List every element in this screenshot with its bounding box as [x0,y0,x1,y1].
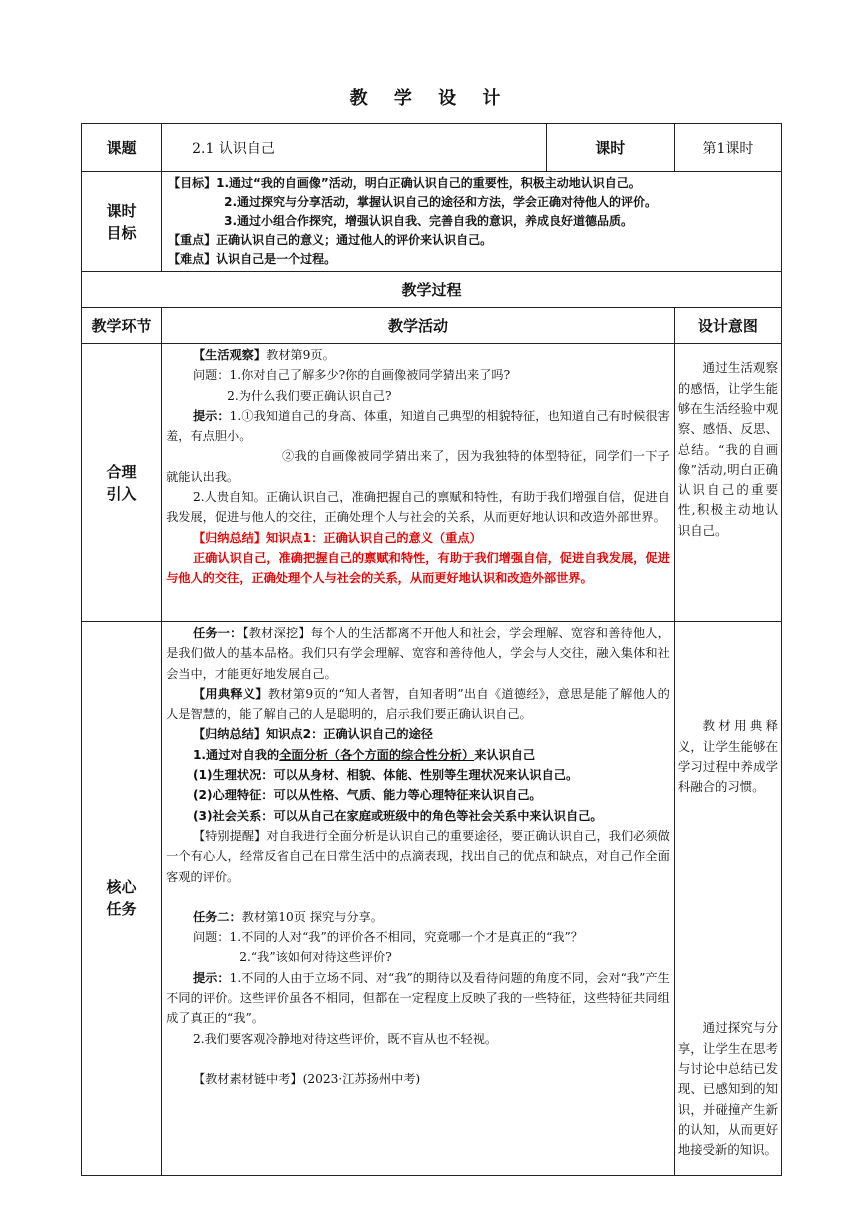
intro-intent-text: 通过生活观察的感悟，让学生能够在生活经验中观察、感悟、反思、总结。“我的自画像”活动,明白正确认识自己的重要性,积极主动地认识自己。 [677,360,778,538]
tip-tag: 【特别提醒】 [192,828,267,843]
column-intent: 设计意图 [674,308,781,344]
period-label: 课时 [546,124,674,172]
goals-content [162,172,782,272]
goal-2: 2.通过探究与分享活动，掌握认识自己的途径和方法，学会正确对待他人的评价。 [224,195,658,209]
process-title: 教学过程 [82,272,782,308]
core-intent [674,622,781,1176]
tip-text: 对自我进行全面分析是认识自己的重要途径，要正确认识自己，我们必须做一个有心人，经常反省自己在日常生活中的点滴表现，找出自己的优点和缺点，对自己作全面客观的评价。 [166,828,670,884]
key-point: 【重点】正确认识自己的意义；通过他人的评价来认识自己。 [168,233,493,247]
intro-label-line2: 引入 [106,484,137,503]
goal-3: 3.通过小组合作探究，增强认识自我、完善自我的意识，养成良好道德品质。 [224,214,634,228]
process-title-row [82,272,782,308]
topic-label: 课题 [82,124,162,172]
summary2-line3: (2)心理特征：可以从性格、气质、能力等心理特征来认识自己。 [192,788,542,803]
task2-question-2: 2.“我”该如何对待这些评价? [239,950,392,965]
spacer-2 [166,1049,670,1069]
summary2-line2: (1)生理状况：可以从身材、相貌、体能、性别等生理状况来认识自己。 [192,768,579,783]
goal-1: 【目标】1.通过“我的自画像”活动，明白正确认识自己的重要性，积极主动地认识自己。 [168,176,641,190]
summary2-line1-underline: 全面分析（各个方面的综合性分析） [279,747,475,762]
intro-label-line1: 合理 [106,462,137,481]
core-label [82,622,162,1176]
core-intent-2: 通过探究与分享，让学生在思考与讨论中总结已发现、已感知到的知识，并碰撞产生新的认知，从而更好地接受新的知识。 [677,1020,778,1158]
header-row [82,124,782,172]
intro-observe-text: 教材第9页。 [266,348,335,362]
core-label-line1: 核心 [106,878,137,897]
summary2-line1b: 来认识自己 [474,747,536,762]
intro-summary-title: 【归纳总结】知识点1：正确认识自己的意义（重点） [192,530,482,545]
intro-label [82,344,162,622]
intro-row [82,344,782,622]
intro-hint-3: 2.人贵自知。正确认识自己，准确把握自己的禀赋和特性，有助于我们增强自信，促进自我发展，促进与他人的交往，正确处理个人与社会的关系，从而更好地认识和改造外部世界。 [166,490,670,525]
core-label-line2: 任务 [106,900,137,919]
intro-activity [162,344,675,622]
document-title: 教 学 设 计 [349,88,511,109]
intro-question-2: 2.为什么我们要正确认识自己? [227,388,392,403]
goals-label [82,172,162,272]
task2-hint-1: 1.不同的人由于立场不同、对“我”的期待以及看待问题的角度不同，会对“我”产生不同的评价。这些评价虽各不相同，但都在一定程度上反映了我的一些特征，这些特征共同组成了真正的“我”。 [166,970,670,1026]
column-header-row [82,308,782,344]
intro-hint-1: 1.①我知道自己的身高、体重，知道自己典型的相貌特征，也知道自己有时候很害羞，有点胆小。 [166,408,670,444]
task2-text: 教材第10页 探究与分享。 [241,909,383,924]
intro-observe-tag: 【生活观察】 [192,348,267,362]
intro-hint-2: ②我的自画像被同学猜出来了，因为我独特的体型特征，同学们一下子就能认出我。 [166,449,670,484]
task2-hint-tag: 提示： [192,970,230,985]
period-value: 第1课时 [674,124,781,172]
task2-hint-2: 2.我们要客观冷静地对待这些评价，既不盲从也不轻视。 [192,1031,498,1046]
task2-question-1: 问题：1.不同的人对“我”的评价各不相同，究竟哪一个才是真正的“我”？ [192,930,583,945]
column-stage: 教学环节 [82,308,162,344]
quote-text: 教材第9页的“知人者智，自知者明”出自《道德经》，意思是能了解他人的人是智慧的，能了解自己的人是聪明的，启示我们要正确认识自己。 [166,686,670,722]
intro-summary-text: 正确认识自己，准确把握自己的禀赋和特性，有助于我们增强自信，促进自我发展，促进与他人的交往，正确处理个人与社会的关系，从而更好地认识和改造外部世界。 [166,550,670,586]
topic-value: 2.1 认识自己 [162,124,547,172]
quote-tag: 【用典释义】 [192,686,268,701]
task1-text: 【教材深挖】每个人的生活都离不开他人和社会，学会理解、宽容和善待他人，是我们做人的基本品格。我们只有学会理解、宽容和善待他人，学会与人交往，融入集体和社会当中，才能更好地发展自己。 [166,626,670,681]
core-row [82,622,782,1176]
difficulty-point: 【难点】认识自己是一个过程。 [168,252,337,266]
column-activity: 教学活动 [162,308,675,344]
exam-link: 【教材素材链中考】(2023·江苏扬州中考) [192,1071,421,1086]
goals-row [82,172,782,272]
task1-tag: 任务一： [192,626,243,640]
summary2-line4: (3)社会关系：可以从自己在家庭或班级中的角色等社会关系中来认识自己。 [192,808,603,823]
core-activity [162,622,675,1176]
summary2-tag: 【归纳总结】 [192,727,267,742]
core-intent-1: 教材用典释义，让学生能够在学习过程中养成学科融合的习惯。 [677,718,778,795]
task2-tag: 任务二： [192,909,242,924]
goals-label-line1: 课时 [106,201,137,220]
intro-intent [674,344,781,622]
summary2-text: 知识点2：正确认识自己的途径 [266,727,433,742]
spacer [166,887,670,907]
intro-question-1: 问题：1.你对自己了解多少?你的自画像被同学猜出来了吗? [192,368,511,383]
summary2-line1a: 1.通过对自我的 [192,747,280,762]
intro-hint-tag: 提示： [192,408,230,423]
lesson-plan-table [81,123,782,1176]
goals-label-line2: 目标 [106,223,137,242]
